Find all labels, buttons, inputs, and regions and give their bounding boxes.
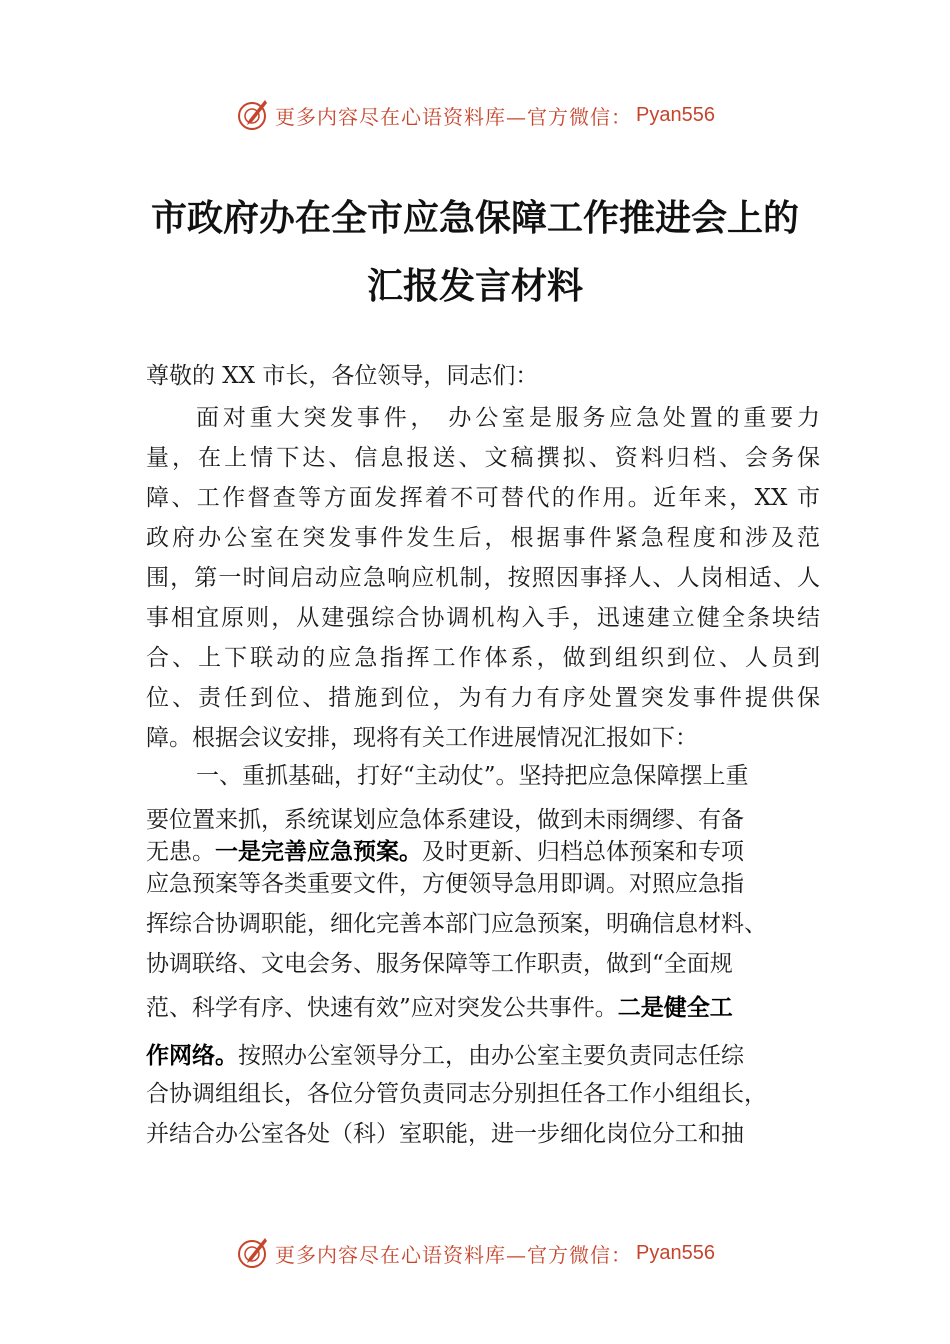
salutation: 尊敬的 XX 市长，各位领导，同志们： [146, 363, 539, 389]
watermark-header [0, 95, 950, 135]
paragraph-line: 位、责任到位、措施到位，为有力有序处置突发事件提供保 [146, 685, 820, 711]
paragraph-line: 量，在上情下达、信息报送、文稿撰拟、资料归档、会务保 [146, 445, 820, 471]
document-title-line-1: 市政府办在全市应急保障工作推进会上的 [150, 197, 799, 239]
document-title-line-2: 汇报发言材料 [366, 265, 583, 307]
paragraph-line-mixed [146, 1040, 744, 1072]
paragraph-line: 障。根据会议安排，现将有关工作进展情况汇报如下： [146, 725, 698, 751]
paragraph-line-mixed [146, 836, 744, 868]
bold-subheading-2-end: 作网络。 [146, 1043, 238, 1069]
paragraph-line: 政府办公室在突发事件发生后，根据事件紧急程度和涉及范 [146, 525, 820, 551]
text-segment: 无患。 [146, 839, 215, 865]
watermark-text: 更多内容尽在心语资料库—官方微信： [275, 1242, 633, 1267]
paragraph-line: 合协调组组长，各位分管负责同志分别担任各工作小组组长， [146, 1081, 767, 1107]
bold-subheading-1: 一是完善应急预案。 [215, 839, 422, 865]
section-heading-line: 一、重抓基础，打好“主动仗”。坚持把应急保障摆上重 [196, 763, 749, 789]
quill-logo-icon [235, 1236, 269, 1270]
text-segment: 及时更新、归档总体预案和专项 [422, 839, 744, 865]
watermark-footer [0, 1233, 950, 1273]
watermark-text: 更多内容尽在心语资料库—官方微信： [275, 104, 633, 129]
paragraph-line: 面对重大突发事件， 办公室是服务应急处置的重要力 [196, 405, 820, 431]
watermark-wechat-id: Pyan556 [636, 1241, 715, 1264]
paragraph-line: 挥综合协调职能，细化完善本部门应急预案，明确信息材料、 [146, 911, 767, 937]
paragraph-line: 并结合办公室各处（科）室职能，进一步细化岗位分工和抽 [146, 1121, 744, 1147]
watermark-wechat-id: Pyan556 [636, 103, 715, 126]
text-segment: 范、科学有序、快速有效”应对突发公共事件。 [146, 995, 618, 1021]
paragraph-line: 障、工作督查等方面发挥着不可替代的作用。近年来，XX 市 [146, 485, 820, 511]
text-segment: 按照办公室领导分工，由办公室主要负责同志任综 [238, 1043, 744, 1069]
paragraph-line: 围，第一时间启动应急响应机制，按照因事择人、人岗相适、人 [146, 565, 820, 591]
paragraph-line-mixed [146, 992, 733, 1024]
paragraph-line: 合、上下联动的应急指挥工作体系，做到组织到位、人员到 [146, 645, 820, 671]
quill-logo-icon [235, 98, 269, 132]
paragraph-line: 事相宜原则，从建强综合协调机构入手，迅速建立健全条块结 [146, 605, 820, 631]
bold-subheading-2-start: 二是健全工 [617, 995, 733, 1021]
paragraph-line: 协调联络、文电会务、服务保障等工作职责，做到“全面规 [146, 951, 733, 977]
paragraph-line: 应急预案等各类重要文件，方便领导急用即调。对照应急指 [146, 871, 744, 897]
paragraph-line: 要位置来抓，系统谋划应急体系建设，做到未雨绸缪、有备 [146, 807, 744, 833]
